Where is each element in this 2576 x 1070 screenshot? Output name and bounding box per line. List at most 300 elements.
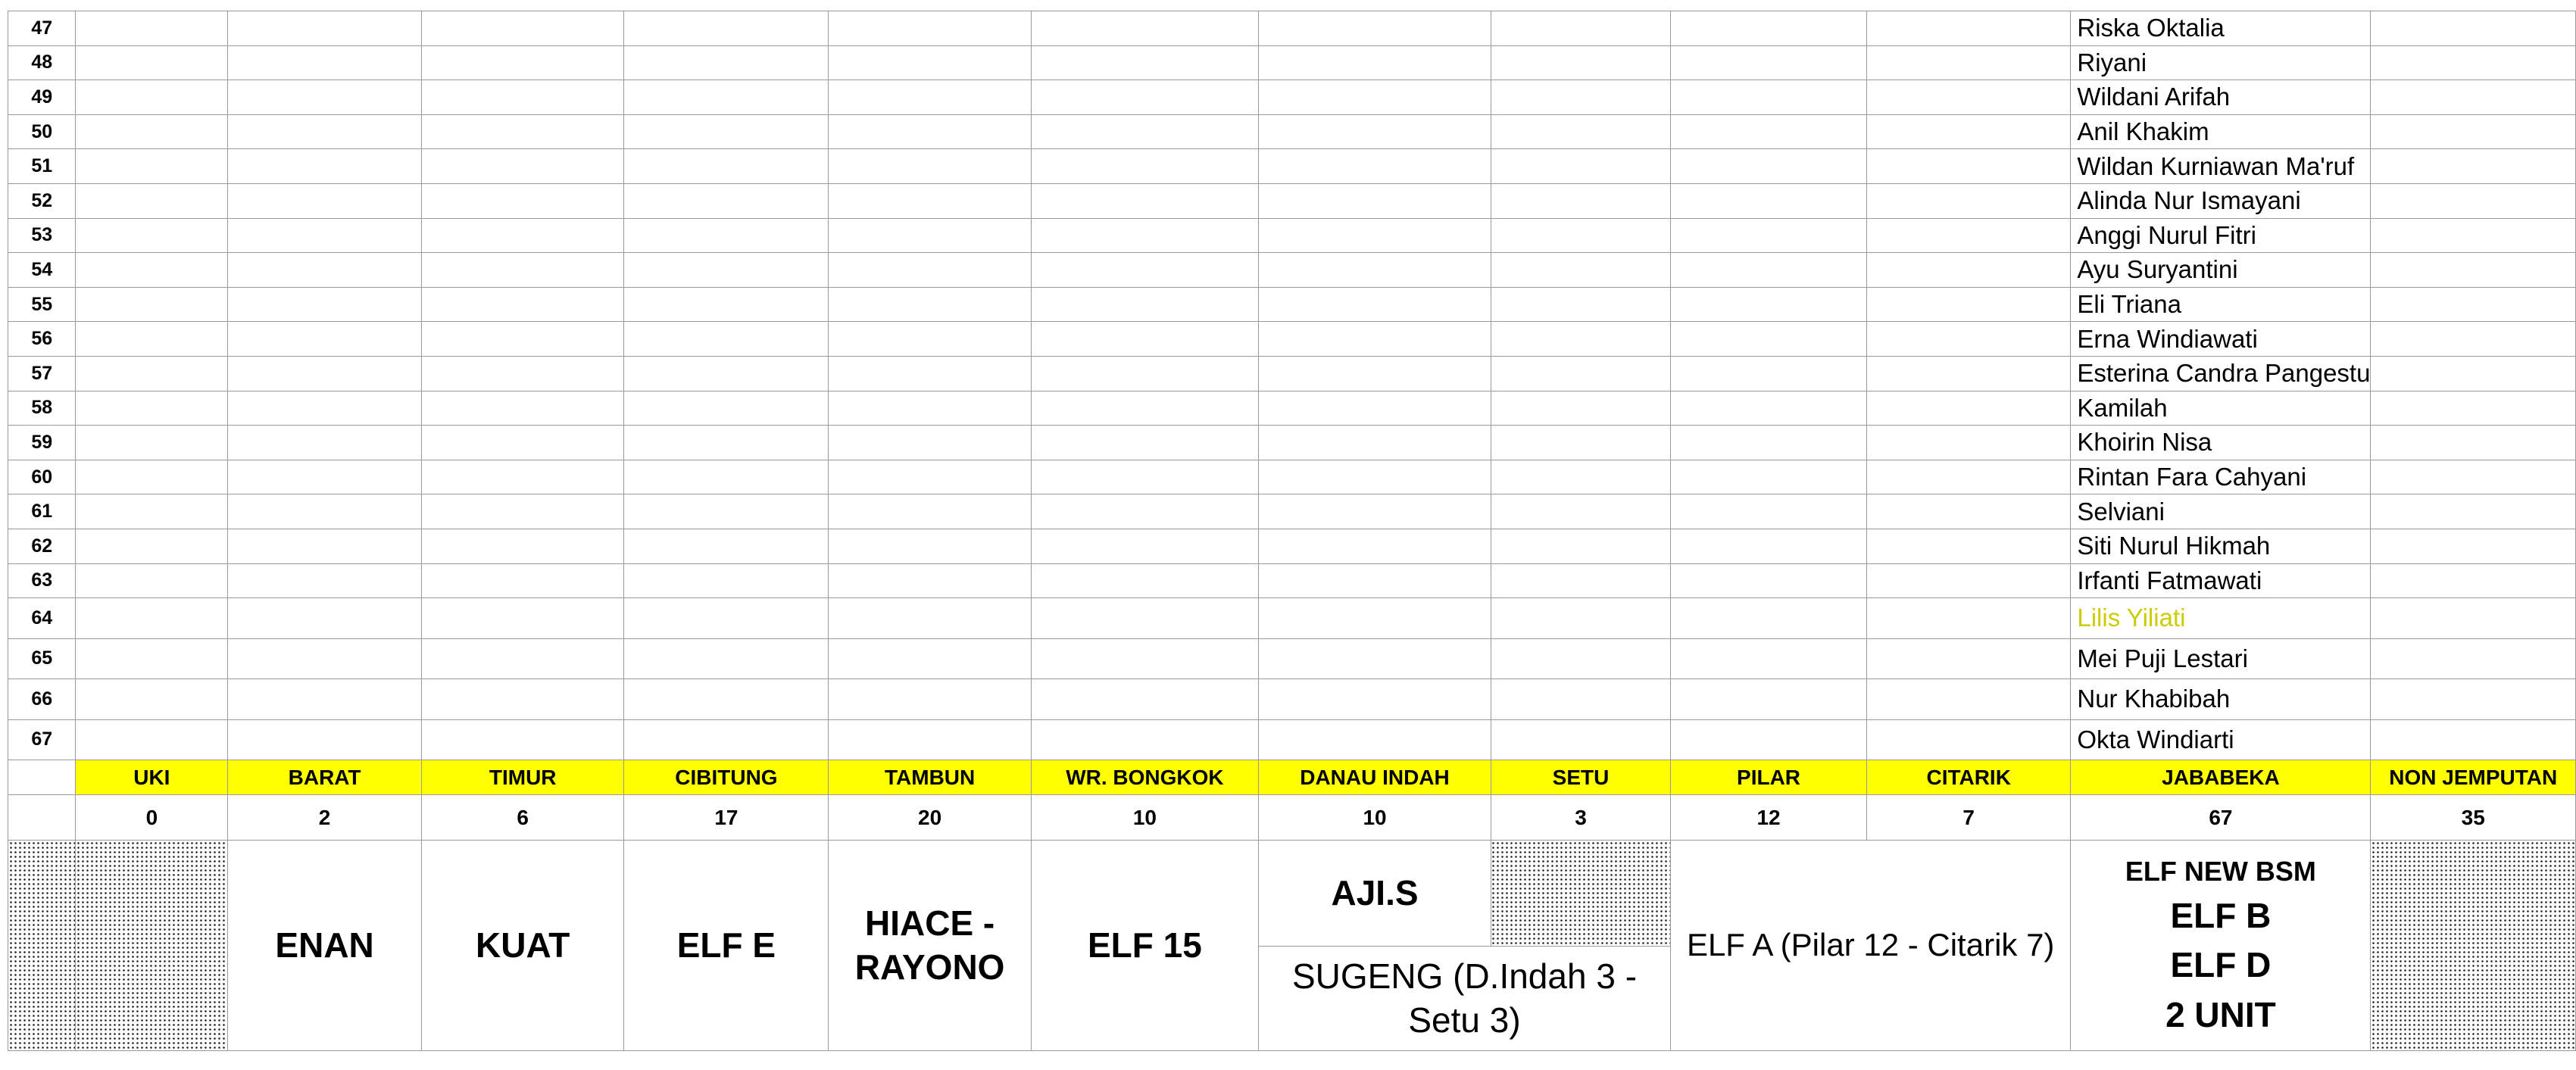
- empty-cell: [829, 45, 1031, 80]
- empty-cell: [421, 322, 623, 357]
- table-row: [8, 183, 2576, 218]
- name-rows: [8, 11, 2576, 760]
- table-row: [8, 529, 2576, 563]
- table-row: [8, 494, 2576, 529]
- employee-name-cell: [2071, 638, 2371, 679]
- empty-cell: [1031, 598, 1258, 639]
- empty-cell: [2371, 638, 2576, 679]
- employee-name: Erna Windiawati: [2077, 324, 2258, 353]
- area-header: DANAU INDAH: [1259, 760, 1491, 795]
- area-count: 20: [829, 795, 1031, 841]
- empty-cell: [1491, 183, 1670, 218]
- empty-cell: [1259, 11, 1491, 46]
- empty-cell: [1867, 114, 2071, 149]
- empty-cell: [2371, 529, 2576, 563]
- area-count: 35: [2371, 795, 2576, 841]
- empty-cell: [1031, 183, 1258, 218]
- empty-cell: [624, 287, 829, 322]
- empty-cell: [228, 679, 422, 720]
- empty-cell: [228, 391, 422, 426]
- empty-cell: [829, 183, 1031, 218]
- empty-cell: [1670, 391, 1866, 426]
- empty-cell: [1867, 563, 2071, 598]
- empty-cell: [624, 719, 829, 760]
- empty-cell: [1491, 287, 1670, 322]
- empty-cell: [421, 563, 623, 598]
- count-row: [8, 795, 2576, 841]
- employee-name: Wildan Kurniawan Ma'ruf: [2077, 151, 2355, 180]
- employee-name-cell: [2071, 598, 2371, 639]
- employee-name-cell: [2071, 11, 2371, 46]
- table-row: [8, 719, 2576, 760]
- empty-cell: [421, 287, 623, 322]
- table-row: [8, 391, 2576, 426]
- empty-cell: [421, 218, 623, 253]
- empty-cell: [1259, 460, 1491, 494]
- empty-cell: [228, 253, 422, 288]
- employee-name-cell: [2071, 356, 2371, 391]
- row-number: 61: [8, 494, 76, 529]
- employee-name: Lilis Yiliati: [2077, 604, 2186, 632]
- empty-cell: [76, 287, 228, 322]
- empty-cell: [1491, 494, 1670, 529]
- empty-cell: [1491, 356, 1670, 391]
- empty-cell: [829, 460, 1031, 494]
- employee-name: Siti Nurul Hikmah: [2077, 532, 2271, 560]
- row-number: 55: [8, 287, 76, 322]
- empty-cell: [1670, 638, 1866, 679]
- jababeka-line: ELF D: [2170, 945, 2272, 985]
- employee-name-cell: [2071, 460, 2371, 494]
- jababeka-line: 2 UNIT: [2165, 994, 2276, 1034]
- area-header: CIBITUNG: [624, 760, 829, 795]
- empty-cell: [829, 529, 1031, 563]
- empty-cell: [76, 679, 228, 720]
- empty-cell: [421, 80, 623, 115]
- empty-cell: [76, 322, 228, 357]
- empty-cell: [1867, 356, 2071, 391]
- empty-cell: [1031, 529, 1258, 563]
- employee-name-cell: [2071, 719, 2371, 760]
- table-row: [8, 460, 2576, 494]
- area-header: CITARIK: [1867, 760, 2071, 795]
- empty-cell: [2371, 391, 2576, 426]
- empty-cell: [421, 719, 623, 760]
- hatched-cell: [8, 841, 76, 1051]
- empty-cell: [421, 149, 623, 184]
- empty-cell: [1491, 563, 1670, 598]
- empty-cell: [2371, 494, 2576, 529]
- empty-cell: [1031, 322, 1258, 357]
- empty-cell: [1670, 287, 1866, 322]
- empty-cell: [1867, 183, 2071, 218]
- row-number: 54: [8, 253, 76, 288]
- empty-cell: [829, 80, 1031, 115]
- jababeka-line: ELF B: [2170, 895, 2272, 935]
- empty-cell: [2371, 356, 2576, 391]
- employee-name: Alinda Nur Ismayani: [2077, 186, 2301, 215]
- empty-cell: [421, 45, 623, 80]
- area-header: PILAR: [1670, 760, 1866, 795]
- empty-cell: [1670, 563, 1866, 598]
- area-count: 17: [624, 795, 829, 841]
- area-header: SETU: [1491, 760, 1670, 795]
- vehicle-timur: KUAT: [421, 841, 623, 1051]
- empty-cell: [829, 391, 1031, 426]
- empty-cell: [421, 679, 623, 720]
- employee-name: Nur Khabibah: [2077, 685, 2231, 713]
- empty-cell: [1867, 253, 2071, 288]
- employee-name: Rintan Fara Cahyani: [2077, 463, 2307, 491]
- empty-cell: [228, 218, 422, 253]
- empty-cell: [829, 679, 1031, 720]
- employee-name: Mei Puji Lestari: [2077, 644, 2248, 672]
- row-number: 56: [8, 322, 76, 357]
- empty-cell: [1259, 494, 1491, 529]
- employee-name-cell: [2071, 80, 2371, 115]
- empty-cell: [76, 149, 228, 184]
- empty-cell: [1670, 426, 1866, 460]
- empty-cell: [421, 114, 623, 149]
- empty-cell: [2371, 218, 2576, 253]
- area-header: TAMBUN: [829, 760, 1031, 795]
- empty-cell: [624, 114, 829, 149]
- empty-cell: [421, 638, 623, 679]
- empty-cell: [76, 391, 228, 426]
- employee-name-cell: [2071, 149, 2371, 184]
- table-row: [8, 679, 2576, 720]
- vehicle-row-top: [8, 841, 2576, 947]
- empty-cell: [829, 253, 1031, 288]
- empty-cell: [1491, 322, 1670, 357]
- empty-cell: [421, 253, 623, 288]
- employee-name: Okta Windiarti: [2077, 725, 2234, 753]
- empty-cell: [421, 529, 623, 563]
- employee-name-cell: [2071, 45, 2371, 80]
- empty-cell: [2371, 149, 2576, 184]
- empty-cell: [228, 598, 422, 639]
- table-row: [8, 253, 2576, 288]
- empty-cell: [624, 11, 829, 46]
- empty-cell: [1491, 391, 1670, 426]
- empty-cell: [2371, 563, 2576, 598]
- empty-cell: [624, 322, 829, 357]
- empty-cell: [1491, 679, 1670, 720]
- empty-cell: [1867, 679, 2071, 720]
- empty-cell: [1670, 460, 1866, 494]
- empty-cell: [2371, 11, 2576, 46]
- row-number: 57: [8, 356, 76, 391]
- table-row: [8, 563, 2576, 598]
- empty-cell: [1031, 80, 1258, 115]
- table-row: [8, 45, 2576, 80]
- empty-cell: [1259, 391, 1491, 426]
- employee-name: Irfanti Fatmawati: [2077, 566, 2262, 594]
- empty-cell: [624, 460, 829, 494]
- empty-cell: [829, 322, 1031, 357]
- empty-cell: [1670, 45, 1866, 80]
- empty-cell: [624, 494, 829, 529]
- empty-cell: [228, 114, 422, 149]
- table-row: [8, 287, 2576, 322]
- vehicle-tambun: HIACE - RAYONO: [829, 841, 1031, 1051]
- empty-cell: [76, 426, 228, 460]
- empty-cell: [1491, 253, 1670, 288]
- table-row: [8, 598, 2576, 639]
- empty-cell: [228, 494, 422, 529]
- area-count: 67: [2071, 795, 2371, 841]
- empty-cell: [624, 679, 829, 720]
- area-header: JABABEKA: [2071, 760, 2371, 795]
- empty-cell: [1031, 638, 1258, 679]
- empty-cell: [624, 253, 829, 288]
- area-count: 0: [76, 795, 228, 841]
- empty-cell: [1670, 80, 1866, 115]
- empty-cell: [624, 529, 829, 563]
- area-header-row: [8, 760, 2576, 795]
- vehicle-barat: ENAN: [228, 841, 422, 1051]
- empty-cell: [228, 426, 422, 460]
- empty-cell: [1867, 11, 2071, 46]
- row-number: 49: [8, 80, 76, 115]
- empty-cell: [1031, 679, 1258, 720]
- hatched-cell-non-jemputan: [2371, 841, 2576, 1051]
- empty-cell: [76, 460, 228, 494]
- empty-cell: [228, 563, 422, 598]
- area-count: 6: [421, 795, 623, 841]
- empty-cell: [624, 183, 829, 218]
- empty-cell: [1031, 494, 1258, 529]
- empty-cell: [1259, 287, 1491, 322]
- empty-cell: [421, 183, 623, 218]
- empty-cell: [1031, 460, 1258, 494]
- area-header: WR. BONGKOK: [1031, 760, 1258, 795]
- empty-cell: [1031, 719, 1258, 760]
- empty-cell: [624, 598, 829, 639]
- empty-cell: [1031, 563, 1258, 598]
- employee-name-cell: [2071, 218, 2371, 253]
- empty-cell: [76, 356, 228, 391]
- empty-cell: [624, 45, 829, 80]
- empty-cell: [2371, 598, 2576, 639]
- empty-cell: [421, 11, 623, 46]
- vehicle-danau-setu: SUGENG (D.Indah 3 - Setu 3): [1259, 947, 1671, 1051]
- table-row: [8, 356, 2576, 391]
- empty-cell: [1259, 563, 1491, 598]
- empty-cell: [1259, 80, 1491, 115]
- empty-cell: [1670, 183, 1866, 218]
- empty-cell: [1031, 11, 1258, 46]
- route-sheet: [8, 11, 2576, 1051]
- empty-cell: [624, 426, 829, 460]
- empty-cell: [421, 494, 623, 529]
- employee-name: Anil Khakim: [2077, 117, 2209, 146]
- empty-cell: [829, 149, 1031, 184]
- empty-cell: [1259, 598, 1491, 639]
- empty-cell: [1491, 460, 1670, 494]
- empty-cell: [1670, 218, 1866, 253]
- area-count: 3: [1491, 795, 1670, 841]
- empty-cell: [228, 529, 422, 563]
- empty-cell: [2371, 719, 2576, 760]
- vehicle-wr-bongkok: ELF 15: [1031, 841, 1258, 1051]
- employee-name: Khoirin Nisa: [2077, 428, 2212, 457]
- hatched-cell-uki: [76, 841, 228, 1051]
- employee-name-cell: [2071, 679, 2371, 720]
- empty-cell: [624, 563, 829, 598]
- empty-cell: [829, 638, 1031, 679]
- empty-cell: [228, 460, 422, 494]
- row-number: 48: [8, 45, 76, 80]
- employee-name-cell: [2071, 287, 2371, 322]
- empty-cell: [829, 218, 1031, 253]
- row-number: 66: [8, 679, 76, 720]
- employee-name: Eli Triana: [2077, 290, 2181, 319]
- empty-cell: [1031, 426, 1258, 460]
- table-row: [8, 322, 2576, 357]
- empty-cell: [228, 149, 422, 184]
- empty-cell: [1867, 218, 2071, 253]
- empty-cell: [1867, 638, 2071, 679]
- empty-cell: [228, 45, 422, 80]
- row-number: 67: [8, 719, 76, 760]
- employee-name: Ayu Suryantini: [2077, 255, 2238, 284]
- empty-cell: [76, 529, 228, 563]
- empty-cell: [1867, 598, 2071, 639]
- row-number: 65: [8, 638, 76, 679]
- empty-cell: [1491, 114, 1670, 149]
- empty-cell: [1867, 287, 2071, 322]
- empty-cell: [829, 563, 1031, 598]
- empty-cell: [1031, 114, 1258, 149]
- empty-cell: [421, 356, 623, 391]
- employee-name-cell: [2071, 563, 2371, 598]
- empty-cell: [1867, 391, 2071, 426]
- empty-cell: [76, 11, 228, 46]
- empty-cell: [1259, 218, 1491, 253]
- empty-cell: [2371, 183, 2576, 218]
- empty-cell: [829, 11, 1031, 46]
- empty-cell: [76, 719, 228, 760]
- empty-cell: [421, 460, 623, 494]
- empty-cell: [1491, 719, 1670, 760]
- row-number: 50: [8, 114, 76, 149]
- empty-cell: [76, 183, 228, 218]
- empty-cell: [1491, 529, 1670, 563]
- empty-cell: [76, 494, 228, 529]
- empty-cell: [2371, 679, 2576, 720]
- area-header: BARAT: [228, 760, 422, 795]
- empty-cell: [1670, 149, 1866, 184]
- empty-cell: [76, 80, 228, 115]
- empty-cell: [1670, 114, 1866, 149]
- header-corner: [8, 760, 76, 795]
- row-number: 63: [8, 563, 76, 598]
- empty-cell: [1491, 426, 1670, 460]
- employee-name: Anggi Nurul Fitri: [2077, 220, 2256, 249]
- empty-cell: [1670, 679, 1866, 720]
- area-header: TIMUR: [421, 760, 623, 795]
- empty-cell: [829, 114, 1031, 149]
- empty-cell: [1259, 356, 1491, 391]
- employee-name: Riyani: [2077, 48, 2147, 76]
- empty-cell: [1031, 45, 1258, 80]
- row-number: 64: [8, 598, 76, 639]
- empty-cell: [2371, 460, 2576, 494]
- empty-cell: [2371, 426, 2576, 460]
- empty-cell: [1491, 218, 1670, 253]
- empty-cell: [421, 598, 623, 639]
- table-row: [8, 638, 2576, 679]
- empty-cell: [1031, 253, 1258, 288]
- empty-cell: [829, 719, 1031, 760]
- empty-cell: [228, 719, 422, 760]
- table-row: [8, 114, 2576, 149]
- row-number: 52: [8, 183, 76, 218]
- area-count: 10: [1259, 795, 1491, 841]
- empty-cell: [2371, 322, 2576, 357]
- empty-cell: [1031, 356, 1258, 391]
- empty-cell: [76, 45, 228, 80]
- empty-cell: [1491, 638, 1670, 679]
- employee-name: Wildani Arifah: [2077, 83, 2231, 111]
- empty-cell: [228, 287, 422, 322]
- area-count: 10: [1031, 795, 1258, 841]
- area-count: 7: [1867, 795, 2071, 841]
- empty-cell: [228, 80, 422, 115]
- empty-cell: [624, 356, 829, 391]
- empty-cell: [1259, 114, 1491, 149]
- employee-name-cell: [2071, 183, 2371, 218]
- empty-cell: [1867, 426, 2071, 460]
- table-row: [8, 426, 2576, 460]
- empty-cell: [1031, 391, 1258, 426]
- empty-cell: [1670, 598, 1866, 639]
- row-number: 51: [8, 149, 76, 184]
- empty-cell: [1670, 322, 1866, 357]
- empty-cell: [624, 218, 829, 253]
- area-count: 2: [228, 795, 422, 841]
- empty-cell: [1867, 149, 2071, 184]
- empty-cell: [1867, 460, 2071, 494]
- empty-cell: [1491, 80, 1670, 115]
- empty-cell: [1491, 11, 1670, 46]
- empty-cell: [1867, 719, 2071, 760]
- vehicle-cibitung: ELF E: [624, 841, 829, 1051]
- table-row: [8, 11, 2576, 46]
- empty-cell: [624, 391, 829, 426]
- empty-cell: [829, 426, 1031, 460]
- empty-cell: [1031, 287, 1258, 322]
- empty-cell: [1867, 80, 2071, 115]
- employee-name-cell: [2071, 114, 2371, 149]
- row-number: 53: [8, 218, 76, 253]
- empty-cell: [2371, 253, 2576, 288]
- empty-cell: [228, 11, 422, 46]
- empty-cell: [228, 322, 422, 357]
- row-number: 58: [8, 391, 76, 426]
- empty-cell: [1491, 149, 1670, 184]
- table-row: [8, 80, 2576, 115]
- row-number: 62: [8, 529, 76, 563]
- employee-name: Kamilah: [2077, 393, 2168, 422]
- count-corner: [8, 795, 76, 841]
- empty-cell: [76, 598, 228, 639]
- empty-cell: [1259, 719, 1491, 760]
- area-count: 12: [1670, 795, 1866, 841]
- empty-cell: [624, 80, 829, 115]
- employee-name: Selviani: [2077, 497, 2165, 526]
